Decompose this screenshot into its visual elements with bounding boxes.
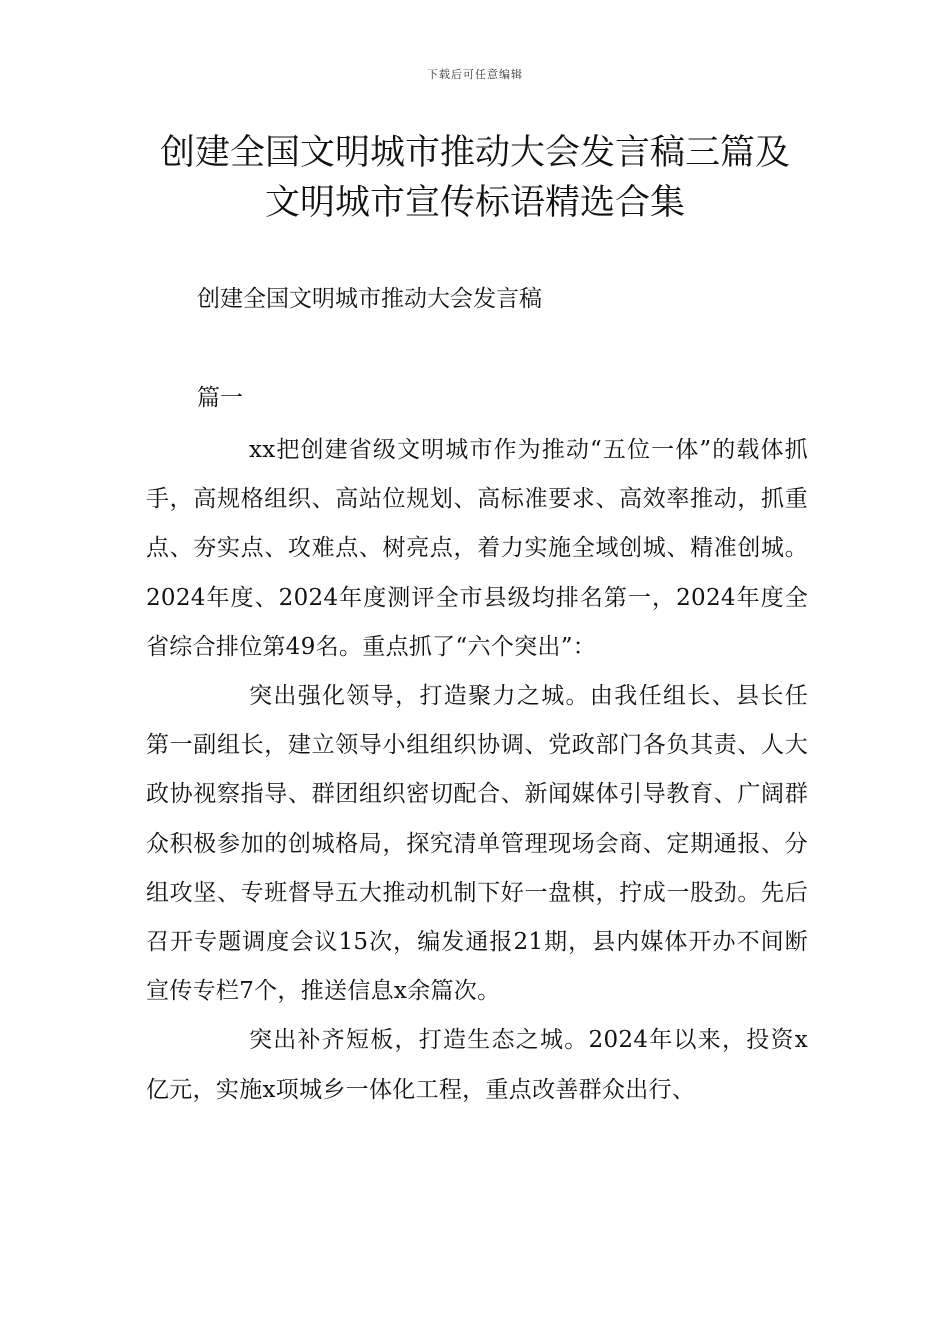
paragraph-1: xx把创建省级文明城市作为推动“五位一体”的载体抓手，高规格组织、高站位规划、高标准要求、高效率推动，抓重点、夯实点、攻难点、树亮点，着力实施全域创城、精准创城。2024年度、2024年度测评全市县级均排名第一，2024年度全省综合排位第49名。重点抓了“六个突出”： xyxy=(146,437,808,660)
title-line-2: 文明城市宣传标语精选合集 xyxy=(264,183,685,223)
paragraph-2: 突出强化领导，打造聚力之城。由我任组长、县长任第一副组长，建立领导小组组织协调、党政部门各负其责、人大政协视察指导、群团组织密切配合、新闻媒体引导教育、广阔群众积极参加的创城格局，探究清单管理现场会商、定期通报、分组攻坚、专班督导五大推动机制下好一盘棋，拧成一股劲。先后召开专题调度会议15次，编发通报21期，县内媒体开办不间断宣传专栏7个，推送信息x余篇次。 xyxy=(146,683,808,1005)
paragraph-3: 突出补齐短板，打造生态之城。2024年以来，投资x亿元，实施x项城乡一体化工程，重点改善群众出行、 xyxy=(146,1027,808,1103)
title-line-1: 创建全国文明城市推动大会发言稿三篇及 xyxy=(159,133,790,173)
body-text xyxy=(146,426,808,1115)
section-label: 篇一 xyxy=(197,385,243,411)
header-note: 下载后可任意编辑 xyxy=(427,68,523,81)
document-title xyxy=(100,128,850,228)
document-subtitle: 创建全国文明城市推动大会发言稿 xyxy=(197,286,542,312)
